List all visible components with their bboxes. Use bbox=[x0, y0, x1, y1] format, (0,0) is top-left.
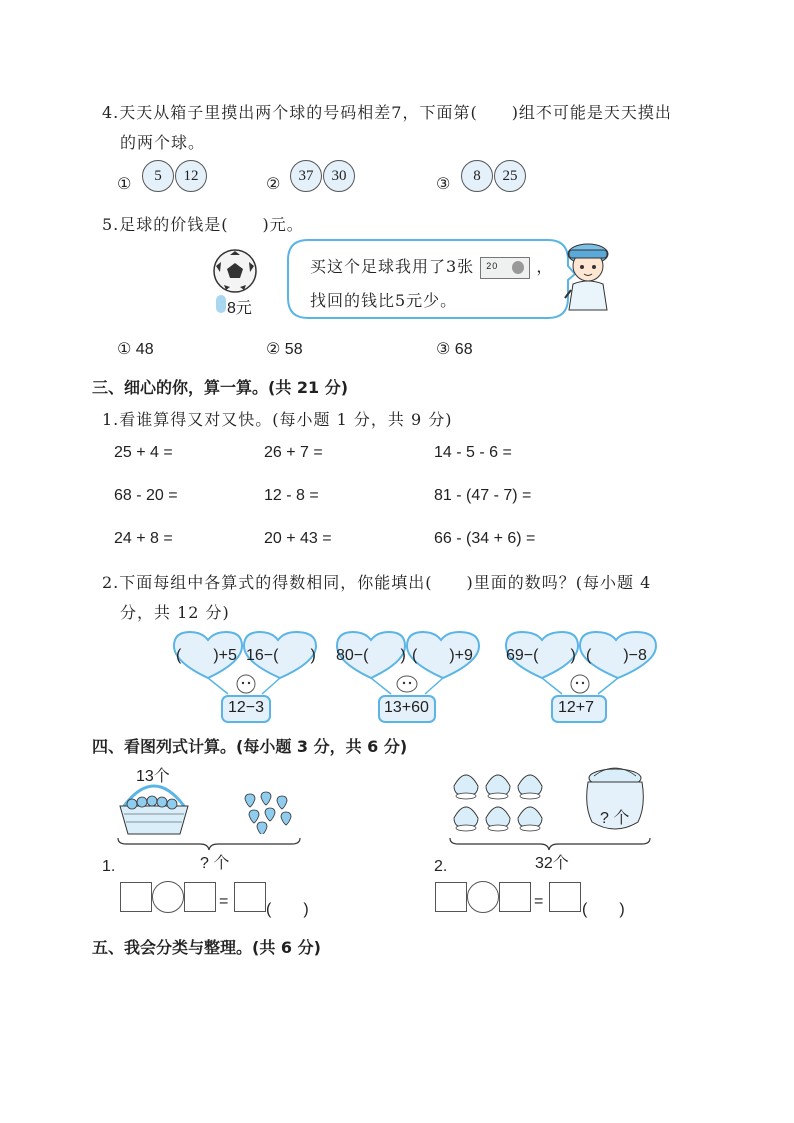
price-tag-marker bbox=[216, 295, 226, 313]
bubble-line2: 找回的钱比5元少。 bbox=[310, 291, 458, 310]
balloon-1-left: ( )+5 bbox=[176, 647, 237, 664]
q5-option-1: ① 48 bbox=[117, 341, 154, 358]
balloon-3-left: 69−( ) bbox=[506, 647, 576, 664]
calc-r2-c1: 68 - 20 = bbox=[114, 487, 178, 504]
bubble-line1-text: 买这个足球我用了3张 bbox=[310, 257, 475, 276]
p1-basket-label: 13个 bbox=[136, 768, 170, 785]
p2-number: 2. bbox=[434, 858, 448, 875]
q4-option-3-marker: ③ bbox=[436, 176, 451, 193]
calc-r2-c3: 81 - (47 - 7) = bbox=[434, 487, 532, 504]
p1-operator-circle[interactable] bbox=[152, 881, 184, 913]
banknote-icon bbox=[480, 257, 530, 279]
p2-unit: ( ) bbox=[582, 901, 625, 918]
p2-answer-box-2[interactable] bbox=[499, 882, 531, 912]
balloon-3-right: ( )−8 bbox=[586, 647, 647, 664]
p1-result-box[interactable] bbox=[234, 882, 266, 912]
balloon-2-left: 80−( ) bbox=[336, 647, 406, 664]
price-tag: 8元 bbox=[227, 300, 252, 317]
peaches-icon bbox=[450, 766, 550, 832]
q5-text: 5.足球的价钱是( )元。 bbox=[102, 215, 304, 234]
p2-result-box[interactable] bbox=[549, 882, 581, 912]
boy-character-icon bbox=[563, 240, 613, 312]
calc-r1-c1: 25 + 4 = bbox=[114, 444, 173, 461]
soccer-ball-icon bbox=[212, 248, 258, 294]
calc-r3-c1: 24 + 8 = bbox=[114, 530, 173, 547]
q5-option-3: ③ 68 bbox=[436, 341, 473, 358]
p1-answer-box-2[interactable] bbox=[184, 882, 216, 912]
calc-r2-c2: 12 - 8 = bbox=[264, 487, 319, 504]
q4-text-line2: 的两个球。 bbox=[120, 133, 206, 152]
balloon-3-basket: 12+7 bbox=[558, 699, 595, 716]
strawberry-basket-icon bbox=[116, 780, 192, 838]
p1-number: 1. bbox=[102, 858, 116, 875]
section5-title: 五、我会分类与整理。(共 6 分) bbox=[92, 938, 321, 957]
p2-total-label: 32个 bbox=[535, 855, 569, 872]
balloon-1-right: 16−( ) bbox=[246, 647, 316, 664]
section3-sub2-line2: 分，共 12 分) bbox=[120, 603, 230, 622]
section3-title: 三、细心的你，算一算。(共 21 分) bbox=[92, 378, 349, 397]
section3-sub1-title: 1.看谁算得又对又快。(每小题 1 分，共 9 分) bbox=[102, 410, 453, 429]
calc-r3-c3: 66 - (34 + 6) = bbox=[434, 530, 536, 547]
strawberries-icon bbox=[244, 790, 294, 834]
q4-option-3-ball-b: 25 bbox=[494, 160, 526, 192]
p1-unit: ( ) bbox=[266, 901, 309, 918]
q4-option-1-ball-a: 5 bbox=[142, 160, 174, 192]
section4-title: 四、看图列式计算。(每小题 3 分，共 6 分) bbox=[92, 737, 408, 756]
calc-r3-c2: 20 + 43 = bbox=[264, 530, 332, 547]
p1-total-label: ? 个 bbox=[200, 855, 230, 872]
p1-equals: = bbox=[219, 893, 229, 910]
p2-operator-circle[interactable] bbox=[467, 881, 499, 913]
q4-option-1-marker: ① bbox=[117, 176, 132, 193]
p2-equals: = bbox=[534, 893, 544, 910]
balloon-2-basket: 13+60 bbox=[384, 699, 429, 716]
p2-jar-label: ? 个 bbox=[600, 810, 630, 827]
q4-option-3-ball-a: 8 bbox=[461, 160, 493, 192]
p2-answer-box-1[interactable] bbox=[435, 882, 467, 912]
q4-option-1-ball-b: 12 bbox=[175, 160, 207, 192]
q4-option-2-marker: ② bbox=[266, 176, 281, 193]
q5-option-2: ② 58 bbox=[266, 341, 303, 358]
balloon-1-basket: 12−3 bbox=[228, 699, 265, 716]
balloon-2-right: ( )+9 bbox=[412, 647, 473, 664]
section3-sub2-line1: 2.下面每组中各算式的得数相同，你能填出( )里面的数吗？(每小题 4 bbox=[102, 573, 652, 592]
bubble-line1-comma: ， bbox=[536, 257, 554, 276]
q4-option-2-ball-a: 37 bbox=[290, 160, 322, 192]
calc-r1-c2: 26 + 7 = bbox=[264, 444, 323, 461]
banknote-value: 20 bbox=[486, 260, 499, 271]
bubble-line1 bbox=[310, 254, 553, 279]
q4-text-line1: 4.天天从箱子里摸出两个球的号码相差7，下面第( )组不可能是天天摸出 bbox=[102, 103, 672, 122]
q4-option-2-ball-b: 30 bbox=[323, 160, 355, 192]
p1-answer-box-1[interactable] bbox=[120, 882, 152, 912]
calc-r1-c3: 14 - 5 - 6 = bbox=[434, 444, 512, 461]
